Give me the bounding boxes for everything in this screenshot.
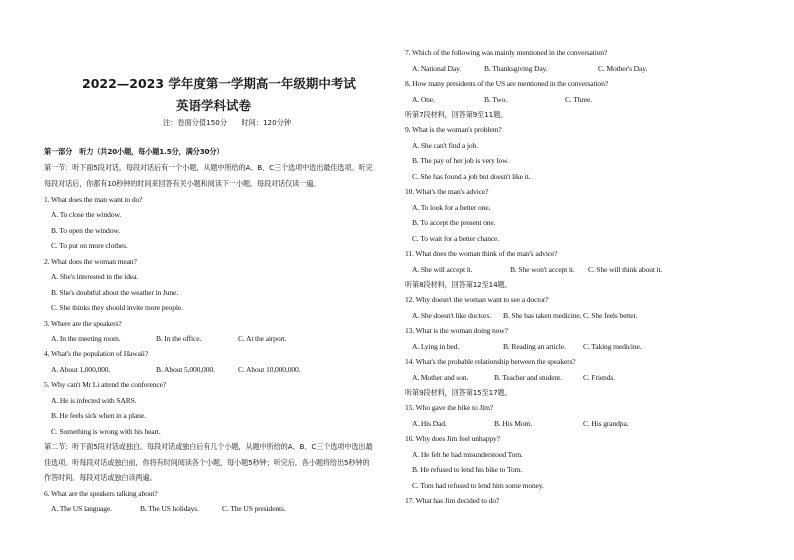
- question-7: 7. Which of the following was mainly mentioned in the conversation?: [405, 48, 608, 57]
- question-10: 10. What's the man's advice?: [405, 187, 489, 196]
- option-4b[interactable]: B. About 5,000,000.: [156, 365, 215, 374]
- option-16a[interactable]: A. He felt he had misunderstood Tom.: [412, 450, 523, 459]
- question-16: 16. Why does Jim feel unhappy?: [405, 434, 500, 443]
- option-6b[interactable]: B. The US holidays.: [140, 504, 199, 513]
- option-2b[interactable]: B. She's doubtful about the weather in June.: [51, 288, 179, 297]
- option-5a[interactable]: A. He is infected with SARS.: [51, 396, 137, 405]
- option-10a[interactable]: A. To look for a better one.: [412, 203, 491, 212]
- option-7c[interactable]: C. Mother's Day.: [598, 64, 648, 73]
- section2-instructions-cont: 佳选项。听每段对话或独白前，你将有时间阅读各个小题，每小题5秒钟；听完后，各小题将给出5秒钟的: [44, 458, 370, 467]
- option-6c[interactable]: C. The US presidents.: [222, 504, 286, 513]
- option-8a[interactable]: A. One.: [412, 95, 435, 104]
- option-14c[interactable]: C. Friends.: [583, 373, 615, 382]
- option-11c[interactable]: C. She will think about it.: [588, 265, 663, 274]
- question-12: 12. Why doesn't the woman want to see a doctor?: [405, 295, 549, 304]
- option-16b[interactable]: B. He refused to lend his bike to Tom.: [412, 465, 523, 474]
- material-9-note: 听第9段材料，回答第15至17题。: [405, 388, 512, 397]
- option-14b[interactable]: B. Teacher and student.: [494, 373, 562, 382]
- option-2a[interactable]: A. She's interested in the idea.: [51, 272, 139, 281]
- part1-heading: 第一部分 听力（共20小题，每小题1.5分，满分30分）: [44, 147, 224, 156]
- option-13a[interactable]: A. Lying in bed.: [412, 342, 460, 351]
- exam-note: 注：卷面分值150分 时间：120分钟: [163, 118, 292, 127]
- option-12a[interactable]: A. She doesn't like doctors.: [412, 311, 492, 320]
- option-9b[interactable]: B. The pay of her job is very low.: [412, 156, 509, 165]
- question-11: 11. What does the woman think of the man's advice?: [405, 249, 558, 258]
- option-3a[interactable]: A. In the meeting room.: [51, 334, 121, 343]
- section2-instructions-end: 作答时间。每段对话或独白读两遍。: [44, 473, 157, 482]
- section1-instructions: 第一节：听下面5段对话。每段对话后有一个小题，从题中所给的A、B、C三个选项中选出最佳选项。听完: [44, 163, 373, 172]
- option-7b[interactable]: B. Thanksgiving Day.: [484, 64, 548, 73]
- option-10c[interactable]: C. To wait for a better chance.: [412, 234, 500, 243]
- option-4c[interactable]: C. About 10,000,000.: [238, 365, 301, 374]
- option-5c[interactable]: C. Something is wrong with his heart.: [51, 427, 161, 436]
- option-1a[interactable]: A. To close the window.: [51, 210, 122, 219]
- option-9a[interactable]: A. She can't find a job.: [412, 141, 478, 150]
- option-8c[interactable]: C. Three.: [565, 95, 592, 104]
- option-3c[interactable]: C. At the airport.: [238, 334, 287, 343]
- question-3: 3. Where are the speakers?: [44, 319, 122, 328]
- option-11a[interactable]: A. She will accept it.: [412, 265, 473, 274]
- question-17: 17. What has Jim decided to do?: [405, 496, 500, 505]
- question-13: 13. What is the woman doing now?: [405, 326, 508, 335]
- material-8-note: 听第8段材料，回答第12至14题。: [405, 280, 512, 289]
- option-6a[interactable]: A. The US language.: [51, 504, 112, 513]
- option-16c[interactable]: C. Tom had refused to lend him some money.: [412, 481, 544, 490]
- option-5b[interactable]: B. He feels sick when in a plane.: [51, 411, 146, 420]
- question-14: 14. What's the probable relationship between the speakers?: [405, 357, 576, 366]
- exam-title: 2022—2023 学年度第一学期高一年级期中考试: [82, 76, 356, 91]
- exam-subtitle: 英语学科试卷: [176, 98, 252, 113]
- option-9c[interactable]: C. She has found a job but doesn't like it.: [412, 172, 531, 181]
- option-15c[interactable]: C. His grandpa.: [583, 419, 629, 428]
- option-13b[interactable]: B. Reading an article.: [503, 342, 566, 351]
- option-14a[interactable]: A. Mother and son.: [412, 373, 469, 382]
- question-9: 9. What is the woman's problem?: [405, 125, 502, 134]
- question-6: 6. What are the speakers talking about?: [44, 489, 158, 498]
- option-10b[interactable]: B. To accept the present one.: [412, 218, 496, 227]
- option-12c[interactable]: C. She feels better.: [583, 311, 638, 320]
- question-5: 5. Why can't Mr Li attend the conference?: [44, 380, 167, 389]
- question-15: 15. Who gave the bike to Jim?: [405, 403, 494, 412]
- question-4: 4. What's the population of Hawaii?: [44, 349, 148, 358]
- section2-instructions: 第二节：听下面5段对话或独白。每段对话或独白后有几个小题，从题中所给的A、B、C三个选项中选出最: [44, 442, 373, 451]
- option-8b[interactable]: B. Two.: [484, 95, 507, 104]
- section1-instructions-cont: 每段对话后，你都有10秒钟的时间来回答有关小题和阅读下一小题。每段对话仅读一遍。: [44, 179, 321, 188]
- option-1b[interactable]: B. To open the window.: [51, 226, 120, 235]
- option-3b[interactable]: B. In the office.: [156, 334, 202, 343]
- option-15b[interactable]: B. His Mom.: [494, 419, 533, 428]
- option-15a[interactable]: A. His Dad.: [412, 419, 447, 428]
- option-12b[interactable]: B. She has taken medicine.: [503, 311, 582, 320]
- option-2c[interactable]: C. She thinks they should invite more people.: [51, 303, 183, 312]
- option-1c[interactable]: C. To put on more clothes.: [51, 241, 128, 250]
- option-7a[interactable]: A. National Day.: [412, 64, 461, 73]
- option-13c[interactable]: C. Taking medicine.: [583, 342, 642, 351]
- material-7-note: 听第7段材料，回答第9至11题。: [405, 110, 508, 119]
- question-2: 2. What does the woman mean?: [44, 257, 137, 266]
- option-4a[interactable]: A. About 1,000,000.: [51, 365, 111, 374]
- question-8: 8. How many presidents of the US are mentioned in the conversation?: [405, 79, 608, 88]
- option-11b[interactable]: B. She won't accept it.: [510, 265, 575, 274]
- question-1: 1. What does the man want to do?: [44, 195, 143, 204]
